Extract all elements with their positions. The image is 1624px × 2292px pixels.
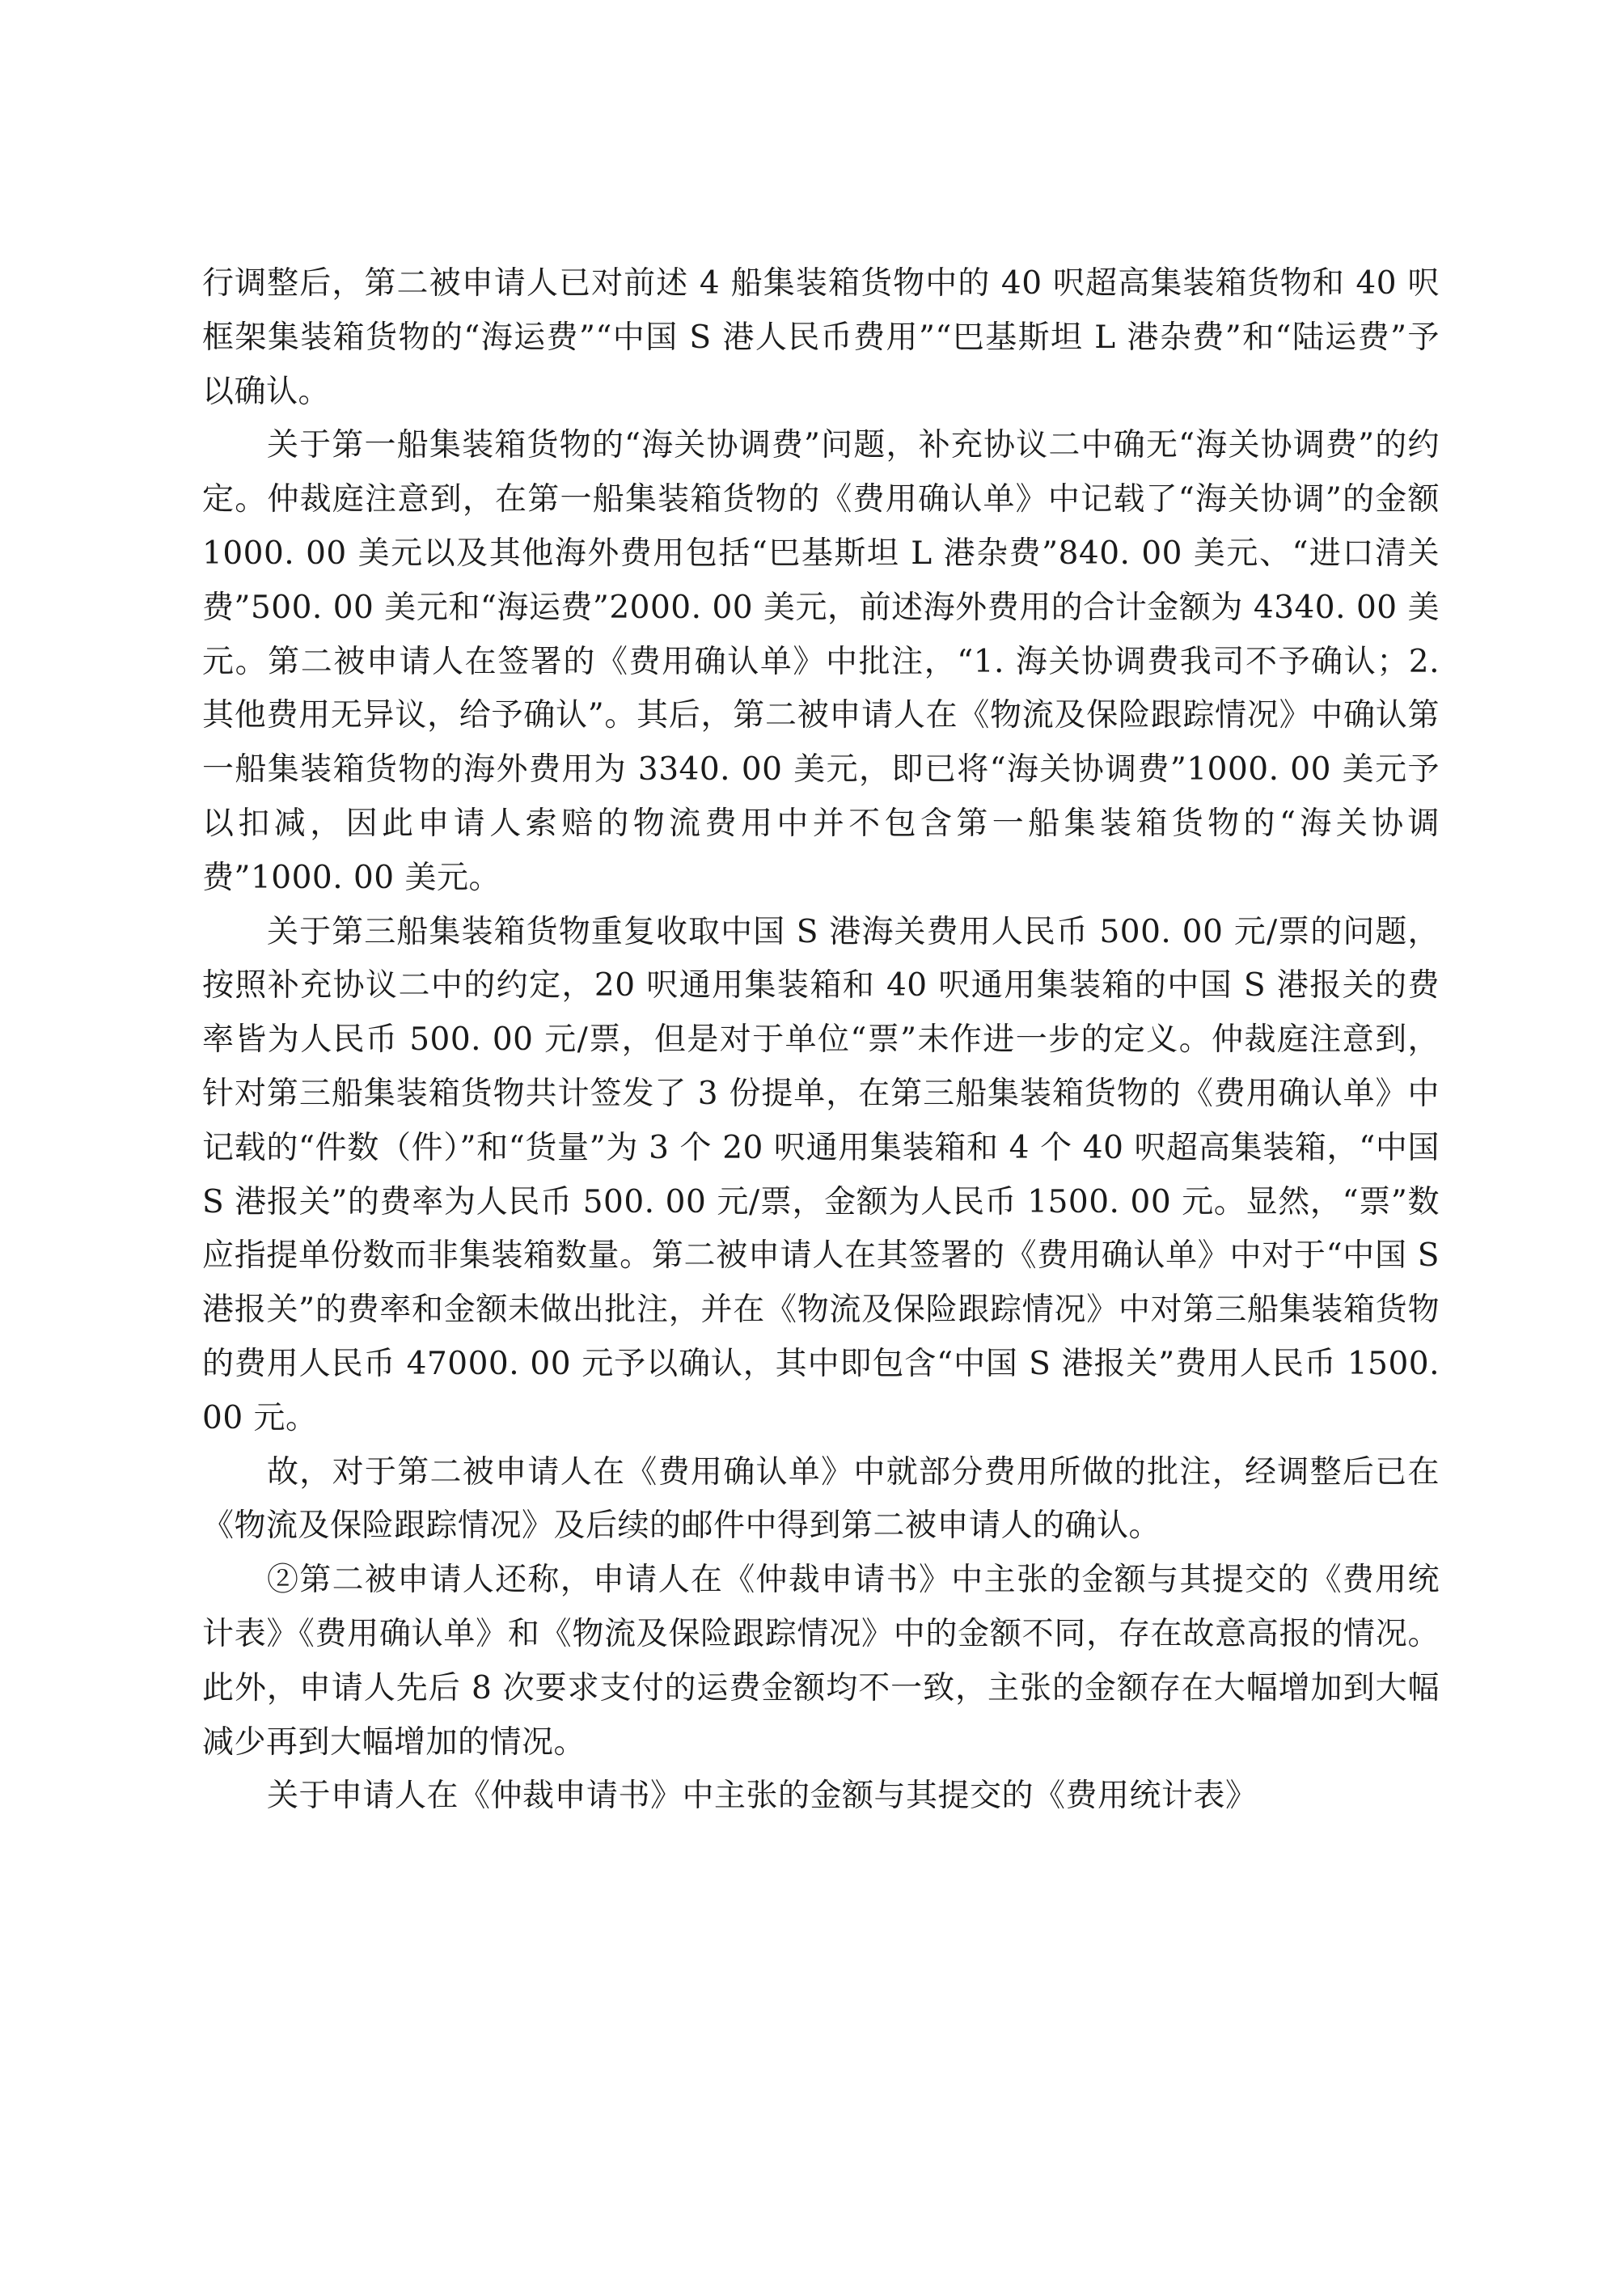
paragraph-1: 行调整后，第二被申请人已对前述 4 船集装箱货物中的 40 呎超高集装箱货物和 40 呎框架集装箱货物的“海运费”“中国 S 港人民币费用”“巴基斯坦 L 港杂费”和“陆运费”予以确认。: [202, 265, 1440, 410]
paragraph-6: 关于申请人在《仲裁申请书》中主张的金额与其提交的《费用统计表》: [267, 1778, 1258, 1815]
paragraph-5: ②第二被申请人还称，申请人在《仲裁申请书》中主张的金额与其提交的《费用统计表》《费用确认单》和《物流及保险跟踪情况》中的金额不同，存在故意高报的情况。此外，申请人先后 8 次要求支付的运费金额均不一致，主张的金额存在大幅增加到大幅减少再到大幅增加的情况。: [202, 1562, 1440, 1761]
paragraph-2: 关于第一船集装箱货物的“海关协调费”问题，补充协议二中确无“海关协调费”的约定。仲裁庭注意到，在第一船集装箱货物的《费用确认单》中记载了“海关协调”的金额 1000. 00 美元以及其他海外费用包括“巴基斯坦 L 港杂费”840. 00 美元、“进口清关费”500. 00 美元和“海运费”2000. 00 美元，前述海外费用的合计金额为 4340. 00 美元。第二被申请人在签署的《费用确认单》中批注，“1. 海关协调费我司不予确认；2. 其他费用无异议，给予确认”。其后，第二被申请人在《物流及保险跟踪情况》中确认第一船集装箱货物的海外费用为 3340. 00 美元，即已将“海关协调费”1000. 00 美元予以扣减，因此申请人索赔的物流费用中并不包含第一船集装箱货物的“海关协调费”1000. 00 美元。: [202, 427, 1440, 896]
document-body: [202, 257, 1440, 1824]
paragraph-3: 关于第三船集装箱货物重复收取中国 S 港海关费用人民币 500. 00 元/票的问题，按照补充协议二中的约定，20 呎通用集装箱和 40 呎通用集装箱的中国 S 港报关的费率皆为人民币 500. 00 元/票，但是对于单位“票”未作进一步的定义。仲裁庭注意到，针对第三船集装箱货物共计签发了 3 份提单，在第三船集装箱货物的《费用确认单》中记载的“件数（件）”和“货量”为 3 个 20 呎通用集装箱和 4 个 40 呎超高集装箱，“中国 S 港报关”的费率为人民币 500. 00 元/票，金额为人民币 1500. 00 元。显然，“票”数应指提单份数而非集装箱数量。第二被申请人在其签署的《费用确认单》中对于“中国 S 港报关”的费率和金额未做出批注，并在《物流及保险跟踪情况》中对第三船集装箱货物的费用人民币 47000. 00 元予以确认，其中即包含“中国 S 港报关”费用人民币 1500. 00 元。: [202, 913, 1440, 1436]
paragraph-4: 故，对于第二被申请人在《费用确认单》中就部分费用所做的批注，经调整后已在《物流及保险跟踪情况》及后续的邮件中得到第二被申请人的确认。: [202, 1453, 1440, 1545]
